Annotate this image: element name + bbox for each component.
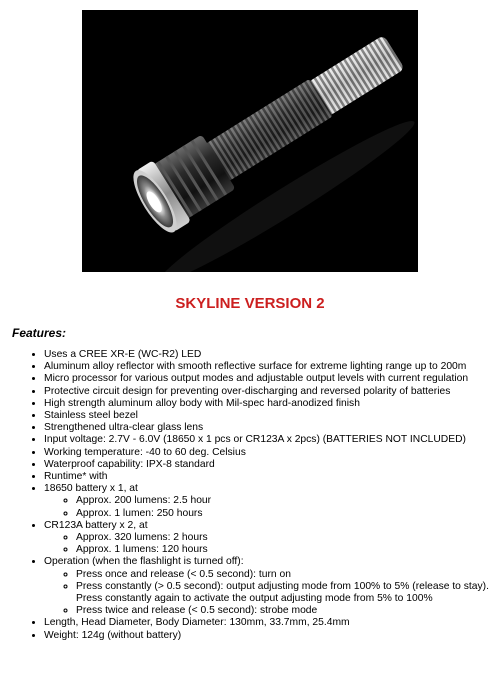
product-title: SKYLINE VERSION 2 bbox=[175, 295, 325, 312]
sublist-item: ◦ Approx. 1 lumens: 120 hours bbox=[76, 544, 500, 556]
list-item-operation bbox=[44, 556, 500, 617]
sublist-18650 bbox=[44, 495, 500, 519]
list-item-18650 bbox=[44, 483, 500, 520]
list-item: • Uses a CREE XR-E (WC-R2) LED bbox=[44, 349, 500, 361]
flashlight-photo bbox=[82, 10, 418, 272]
sublist-item: ◦ Approx. 320 lumens: 2 hours bbox=[76, 532, 500, 544]
sublist-item: ◦ Approx. 200 lumens: 2.5 hour bbox=[76, 495, 500, 507]
list-item: • Stainless steel bezel bbox=[44, 410, 500, 422]
list-item: • Working temperature: -40 to 60 deg. Celsius bbox=[44, 447, 500, 459]
list-item-label: Operation (when the flashlight is turned off): bbox=[44, 556, 244, 568]
list-item: • Input voltage: 2.7V - 6.0V (18650 x 1 pcs or CR123A x 2pcs) (BATTERIES NOT INCLUDED) bbox=[44, 434, 500, 446]
list-item-label: CR123A battery x 2, at bbox=[44, 519, 148, 531]
list-item: • Runtime* with bbox=[44, 471, 500, 483]
sublist-operation bbox=[44, 569, 500, 618]
list-item: • Strengthened ultra-clear glass lens bbox=[44, 422, 500, 434]
list-item: • Micro processor for various output modes and adjustable output levels with current regulation bbox=[44, 373, 500, 385]
list-item: • Length, Head Diameter, Body Diameter: 130mm, 33.7mm, 25.4mm bbox=[44, 617, 500, 629]
sublist-item: ◦ Press twice and release (< 0.5 second): strobe mode bbox=[76, 605, 500, 617]
list-item-cr123a bbox=[44, 520, 500, 557]
list-item: • High strength aluminum alloy body with Mil-spec hard-anodized finish bbox=[44, 398, 500, 410]
list-item: • Protective circuit design for preventing over-discharging and reversed polarity of batteries bbox=[44, 386, 500, 398]
features-heading: Features: bbox=[12, 326, 67, 340]
features-list bbox=[20, 349, 500, 642]
list-item: • Weight: 124g (without battery) bbox=[44, 630, 500, 642]
sublist-item: ◦ Press once and release (< 0.5 second): turn on bbox=[76, 569, 500, 581]
sublist-cr123a bbox=[44, 532, 500, 556]
flashlight-illustration bbox=[82, 10, 418, 272]
sublist-item: ◦ Press constantly (> 0.5 second): output adjusting mode from 100% to 5% (release to stay). Press constantly again to activate the output adjusting mode from 5% to 100% bbox=[76, 581, 500, 605]
sublist-item: ◦ Approx. 1 lumen: 250 hours bbox=[76, 508, 500, 520]
list-item-label: 18650 battery x 1, at bbox=[44, 483, 138, 495]
list-item: • Aluminum alloy reflector with smooth reflective surface for extreme lighting range up to 200m bbox=[44, 361, 500, 373]
list-item: • Waterproof capability: IPX-8 standard bbox=[44, 459, 500, 471]
